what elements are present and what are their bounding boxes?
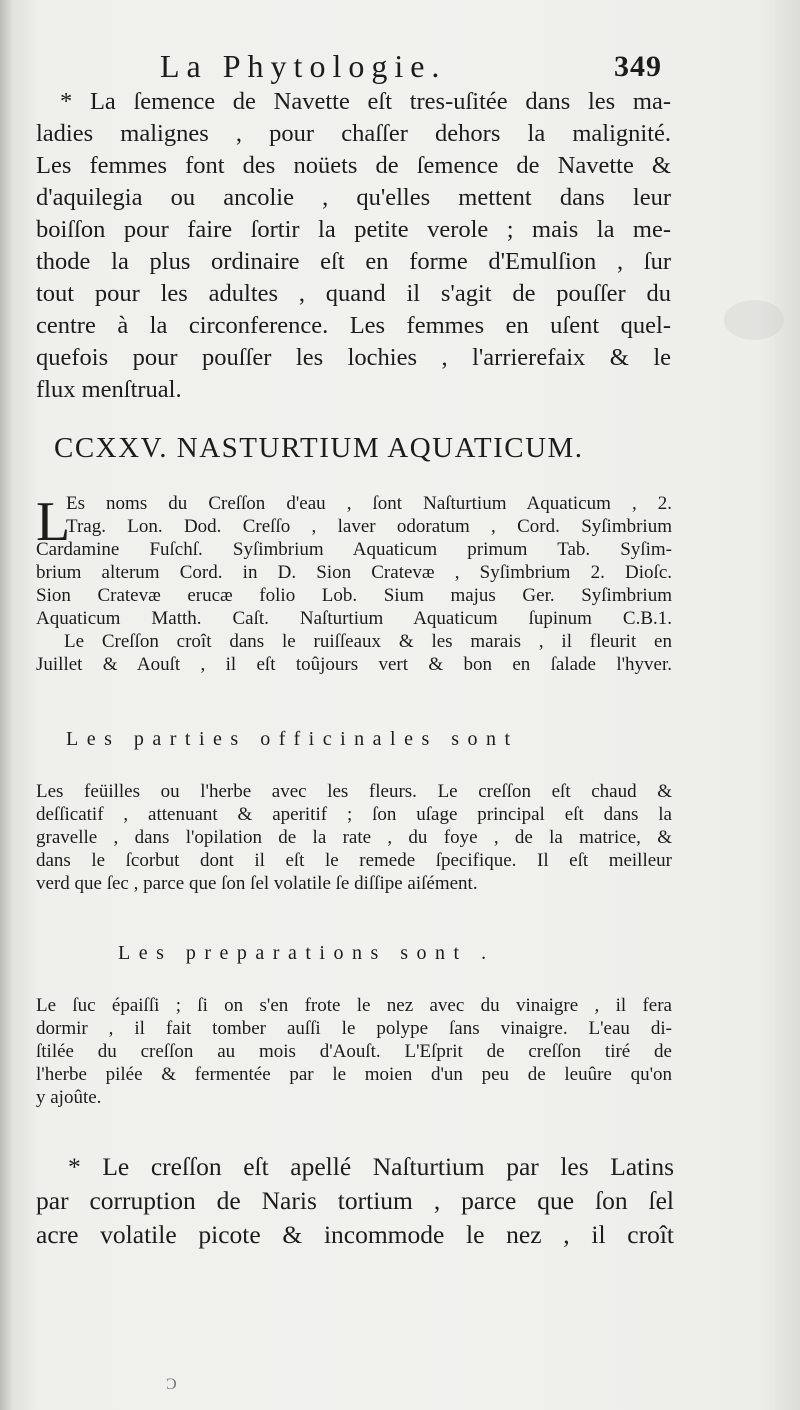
- text-line: Es noms du Creſſon d'eau , ſont Naſturtium Aquaticum , 2.: [66, 493, 672, 514]
- subheading-preparations: Les preparations sont .: [118, 942, 495, 964]
- binding-gutter: [0, 0, 14, 1410]
- text-line: quefois pour pouſſer les lochies , l'arrierefaix & le: [36, 344, 671, 371]
- text-line: dans le ſcorbut dont il eſt le remede ſpecifique. Il eſt meilleur: [36, 850, 672, 871]
- text-line: Le ſuc épaiſſi ; ſi on s'en frote le nez avec du vinaigre , il fera: [36, 995, 672, 1016]
- text-line: Les feüilles ou l'herbe avec les fleurs. Le creſſon eſt chaud &: [36, 781, 672, 802]
- subheading-parties: Les parties officinales sont: [66, 728, 519, 750]
- text-line: Juillet & Aouſt , il eſt toûjours vert & bon en ſalade l'hyver.: [36, 654, 672, 675]
- text-line: gravelle , dans l'opilation de la rate , du foye , de la matrice, &: [36, 827, 672, 848]
- drop-cap: L: [36, 491, 71, 553]
- running-head: [0, 48, 800, 88]
- text-line: ladies malignes , pour chaſſer dehors la malignité.: [36, 120, 671, 147]
- text-line: thode la plus ordinaire eſt en forme d'Emulſion , ſur: [36, 248, 671, 275]
- text-line: verd que ſec , parce que ſon ſel volatile ſe diſſipe aiſément.: [36, 873, 478, 894]
- paragraph-navette: [36, 86, 671, 406]
- text-line: centre à la circonference. Les femmes en uſent quel-: [36, 312, 671, 339]
- text-line: * La ſemence de Navette eſt tres-uſitée dans les ma-: [60, 88, 671, 115]
- text-line: par corruption de Naris tortium , parce que ſon ſel: [36, 1186, 674, 1215]
- paragraph-parties: [36, 780, 672, 895]
- text-line: deſſicatif , attenuant & aperitif ; ſon uſage principal eſt dans la: [36, 804, 672, 825]
- text-line: Cardamine Fuſchſ. Syſimbrium Aquaticum primum Tab. Syſim-: [36, 539, 672, 560]
- paper-stain: [724, 300, 784, 340]
- text-line: boiſſon pour faire ſortir la petite verole ; mais la me-: [36, 216, 671, 243]
- text-line: acre volatile picote & incommode le nez , il croît: [36, 1220, 674, 1249]
- text-line: Trag. Lon. Dod. Creſſo , laver odoratum , Cord. Syſimbrium: [66, 516, 672, 537]
- text-line: dormir , il fait tomber auſſi le polype ſans vinaigre. L'eau di-: [36, 1018, 672, 1039]
- text-line: tout pour les adultes , quand il s'agit de pouſſer du: [36, 280, 671, 307]
- bleed-through-mark: Ɔ: [166, 1376, 177, 1393]
- page-number: 349: [614, 50, 662, 83]
- section-heading: CCXXV. NASTURTIUM AQUATICUM.: [54, 432, 584, 464]
- text-line: Les femmes font des noüets de ſemence de Navette &: [36, 152, 671, 179]
- paragraph-cresson: [36, 1150, 674, 1252]
- text-line: flux menſtrual.: [36, 376, 182, 403]
- text-line: * Le creſſon eſt apellé Naſturtium par les Latins: [68, 1152, 674, 1181]
- text-line: Aquaticum Matth. Caſt. Naſturtium Aquaticum ſupinum C.B.1.: [36, 608, 672, 629]
- text-line: Sion Cratevæ erucæ folio Lob. Sium majus Ger. Syſimbrium: [36, 585, 672, 606]
- paragraph-preparations: [36, 994, 672, 1109]
- text-line: brium alterum Cord. in D. Sion Cratevæ , Syſimbrium 2. Dioſc.: [36, 562, 672, 583]
- running-head-title: La Phytologie.: [160, 48, 447, 84]
- text-line: l'herbe pilée & fermentée par le moien d'un peu de leuûre qu'on: [36, 1064, 672, 1085]
- text-line: y ajoûte.: [36, 1087, 102, 1108]
- text-line: d'aquilegia ou ancolie , qu'elles mettent dans leur: [36, 184, 671, 211]
- text-line: ſtilée du creſſon au mois d'Aouſt. L'Eſprit de creſſon tiré de: [36, 1041, 672, 1062]
- paragraph-names: [36, 492, 672, 676]
- text-line: Le Creſſon croît dans le ruiſſeaux & les marais , il fleurit en: [64, 631, 672, 652]
